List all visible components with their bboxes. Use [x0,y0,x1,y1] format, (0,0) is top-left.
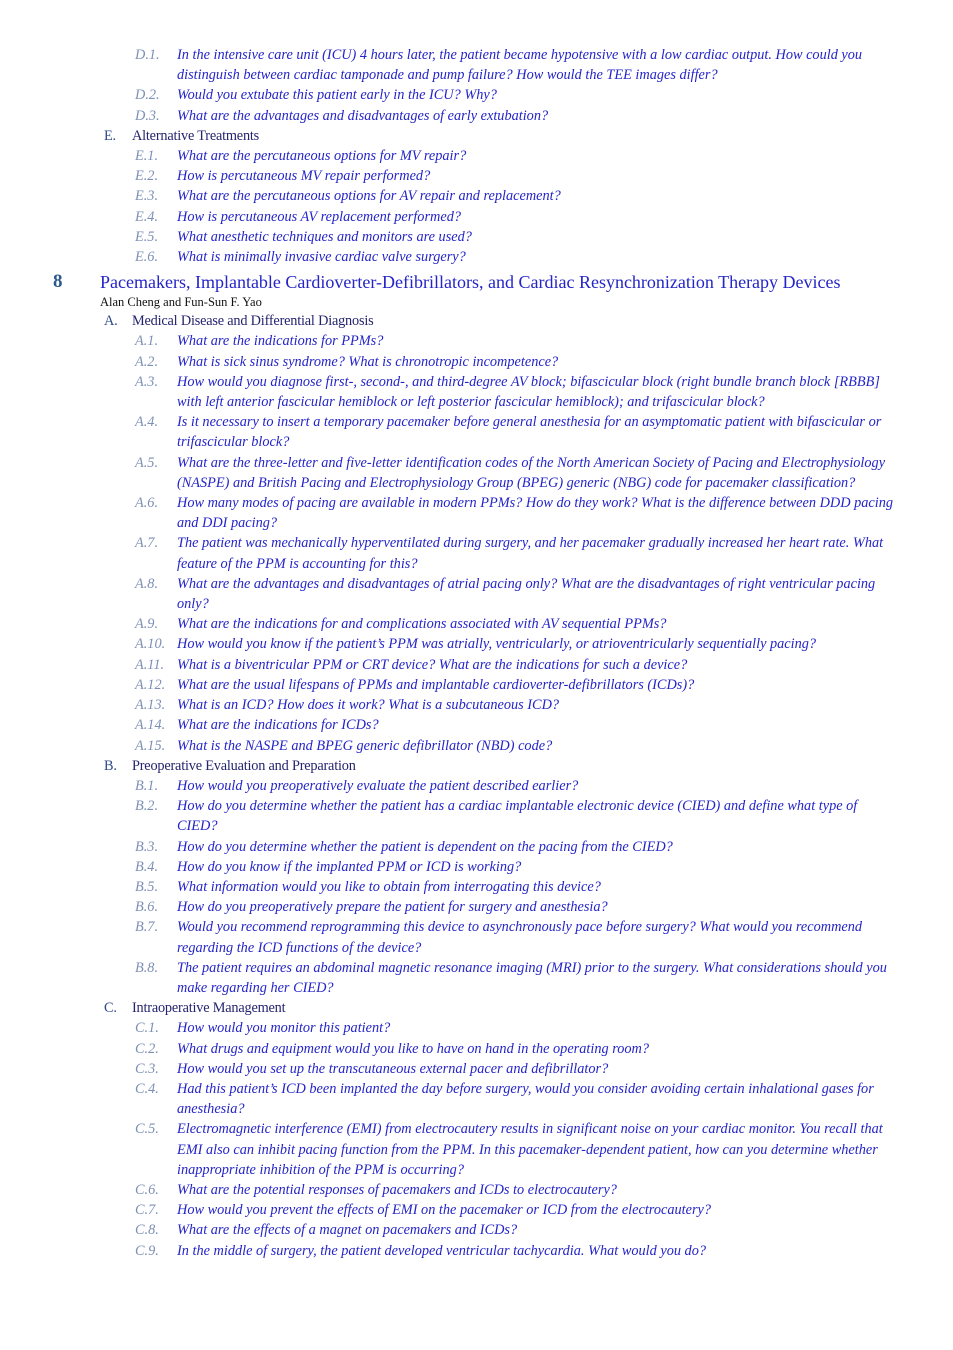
question-text: How is percutaneous MV repair performed? [177,168,431,185]
section-title: Medical Disease and Differential Diagnosis [132,313,374,330]
section-letter: B. [104,757,117,774]
question-number: C.8. [135,1222,159,1239]
question-item [135,675,899,695]
question-item [135,227,899,247]
question-item [135,897,899,917]
question-item [135,186,899,206]
question-item [135,533,899,573]
question-number: B.5. [135,878,159,895]
question-number: A.14. [135,717,166,734]
question-text: What are the indications for PPMs? [177,333,384,350]
question-text: How would you prevent the effects of EMI on the pacemaker or ICD from the electrocautery? [177,1202,712,1219]
question-text: What anesthetic techniques and monitors are used? [177,228,472,245]
question-text: How do you determine whether the patient is dependent on the pacing from the CIED? [177,838,673,855]
chapter-authors: Alan Cheng and Fun-Sun F. Yao [100,295,262,310]
question-item [135,106,899,126]
section-heading [104,998,953,1018]
question-item [135,776,899,796]
question-text: How many modes of pacing are available in modern PPMs? How do they work? What is the difference between DDD pacing and DDI pacing? [177,495,894,532]
question-number: A.10. [135,636,166,653]
question-number: D.1. [135,47,160,63]
section-heading [104,311,953,331]
question-text: What are the percutaneous options for AV repair and replacement? [177,188,561,205]
question-item [135,877,899,897]
question-text: In the intensive care unit (ICU) 4 hours later, the patient became hypotensive with a low cardiac output. How could you distinguish between cardiac tamponade and pump failure? How would the TEE images differ? [177,47,863,84]
question-number: B.2. [135,798,159,815]
question-item [135,634,899,654]
question-number: A.9. [135,616,159,633]
question-item [135,493,899,533]
question-item [135,857,899,877]
question-item [135,796,899,836]
question-number: E.6. [135,249,159,266]
question-text: What are the potential responses of pacemakers and ICDs to electrocautery? [177,1181,617,1198]
question-number: C.3. [135,1060,159,1077]
question-item [135,1241,899,1261]
question-item [135,958,899,998]
question-text: What are the indications for and complications associated with AV sequential PPMs? [177,616,667,633]
question-number: B.1. [135,777,159,794]
question-number: C.6. [135,1181,159,1198]
question-text: What are the usual lifespans of PPMs and implantable cardioverter-defibrillators (ICDs)? [177,676,695,693]
question-text: How would you know if the patient’s PPM was atrially, ventricularly, or atrioventricularly sequentially pacing? [177,636,817,653]
table-of-contents [0,45,953,1261]
question-text: The patient was mechanically hyperventilated during surgery, and her pacemaker gradually increased her heart rate. What feature of the PPM is accounting for this? [177,535,884,572]
question-number: A.2. [135,353,159,370]
question-item [135,574,899,614]
question-number: E.1. [135,148,159,165]
question-text: What are the indications for ICDs? [177,717,379,734]
question-item [135,837,899,857]
question-number: E.5. [135,228,159,245]
question-text: What are the percutaneous options for MV repair? [177,148,467,165]
question-number: A.12. [135,676,166,693]
question-text: How would you set up the transcutaneous external pacer and defibrillator? [177,1060,609,1077]
question-number: B.6. [135,899,159,916]
question-number: A.1. [135,333,159,350]
question-item [135,352,899,372]
question-text: How do you determine whether the patient has a cardiac implantable electronic device (CIED) and define what type of CIED? [177,798,858,835]
question-item [135,372,899,412]
question-number: B.3. [135,838,159,855]
question-text: How do you preoperatively prepare the patient for surgery and anesthesia? [177,899,608,916]
question-item [135,715,899,735]
section-letter: A. [104,313,118,330]
question-text: What drugs and equipment would you like to have on hand in the operating room? [177,1040,650,1057]
question-item [135,736,899,756]
question-text: How would you monitor this patient? [177,1020,391,1037]
question-item [135,695,899,715]
section-title: Alternative Treatments [132,127,260,144]
question-text: Had this patient’s ICD been implanted the day before surgery, would you consider avoiding certain inhalational gases for anesthesia? [177,1080,874,1118]
question-number: A.8. [135,575,159,592]
question-text: In the middle of surgery, the patient developed ventricular tachycardia. What would you do? [177,1242,707,1259]
question-item [135,614,899,634]
question-number: A.15. [135,737,166,754]
section-heading [104,126,953,146]
question-text: The patient requires an abdominal magnetic resonance imaging (MRI) prior to the surgery. What considerations should you make regarding her CIED? [177,959,887,996]
section-title: Preoperative Evaluation and Preparation [132,757,356,774]
question-item [135,207,899,227]
chapter-number: 8 [53,271,63,293]
question-text: What is a biventricular PPM or CRT device? What are the indications for such a device? [177,656,688,673]
question-number: A.6. [135,495,159,512]
question-text: How would you diagnose first-, second-, and third-degree AV block; bifascicular block (right bundle branch block [RBBB] with left anterior fascicular hemiblock or left posterior fascicular hemiblock); and trifascicular block? [177,373,880,411]
question-number: A.5. [135,454,159,471]
section-letter: E. [104,127,116,144]
question-number: E.4. [135,208,159,225]
question-item [135,85,899,105]
question-item [135,1018,899,1038]
chapter-heading [53,270,953,294]
question-text: What are the effects of a magnet on pacemakers and ICDs? [177,1222,518,1239]
section-heading [104,756,953,776]
question-item [135,146,899,166]
question-number: B.4. [135,858,159,875]
chapter-title: Pacemakers, Implantable Cardioverter-Defibrillators, and Cardiac Resynchronization Therapy Devices [100,272,841,293]
question-text: How would you preoperatively evaluate the patient described earlier? [177,777,579,794]
question-number: A.3. [135,373,159,390]
question-number: E.2. [135,168,159,185]
section-title: Intraoperative Management [132,1000,286,1017]
question-item [135,331,899,351]
question-item [135,1079,899,1119]
question-number: D.2. [135,87,160,104]
question-number: A.4. [135,414,159,431]
question-item [135,166,899,186]
question-text: What information would you like to obtain from interrogating this device? [177,878,601,895]
question-text: Would you extubate this patient early in the ICU? Why? [177,87,497,104]
section-letter: C. [104,1000,117,1017]
question-number: B.8. [135,959,159,976]
question-text: Is it necessary to insert a temporary pacemaker before general anesthesia for an asymptomatic patient with bifascicular or trifascicular block? [177,414,882,451]
question-number: C.4. [135,1080,159,1097]
question-text: What is minimally invasive cardiac valve surgery? [177,249,466,266]
question-text: Electromagnetic interference (EMI) from electrocautery results in significant noise on your cardiac monitor. You recall that EMI also can inhibit pacing function from the PPM. In this pacemaker-dependent patient, how can you determine whether inappropriate inhibition of the PPM is occurring? [177,1121,883,1178]
question-number: C.7. [135,1202,159,1219]
question-number: C.5. [135,1121,159,1138]
question-item [135,1200,899,1220]
question-text: How is percutaneous AV replacement performed? [177,208,461,225]
question-item [135,655,899,675]
question-item [135,453,899,493]
question-item [135,1220,899,1240]
question-number: C.1. [135,1020,159,1037]
question-text: What are the three-letter and five-letter identification codes of the North American Society of Pacing and Electrophysiology (NASPE) and British Pacing and Electrophysiology Group (BPEG) generic (NBG) code for pacemaker classification? [177,454,886,491]
question-item [135,1059,899,1079]
question-item [135,45,899,85]
question-text: How do you know if the implanted PPM or ICD is working? [177,858,522,875]
question-item [135,1180,899,1200]
question-number: E.3. [135,188,159,205]
question-number: C.2. [135,1040,159,1057]
question-item [135,1039,899,1059]
question-text: What are the advantages and disadvantages of early extubation? [177,107,549,124]
question-number: A.7. [135,535,159,552]
question-text: What is an ICD? How does it work? What is a subcutaneous ICD? [177,697,560,714]
question-number: B.7. [135,919,159,936]
question-item [135,247,899,267]
question-number: D.3. [135,107,160,124]
question-number: C.9. [135,1242,159,1259]
question-text: What are the advantages and disadvantages of atrial pacing only? What are the disadvantages of right ventricular pacing only? [177,575,876,613]
question-text: What is sick sinus syndrome? What is chronotropic incompetence? [177,353,559,370]
question-text: Would you recommend reprogramming this device to asynchronously pace before surgery? What would you recommend regarding the ICD functions of the device? [177,919,863,956]
question-item [135,917,899,957]
question-number: A.11. [135,656,165,673]
question-text: What is the NASPE and BPEG generic defibrillator (NBD) code? [177,737,553,754]
question-item [135,1119,899,1180]
question-number: A.13. [135,697,166,714]
question-item [135,412,899,452]
